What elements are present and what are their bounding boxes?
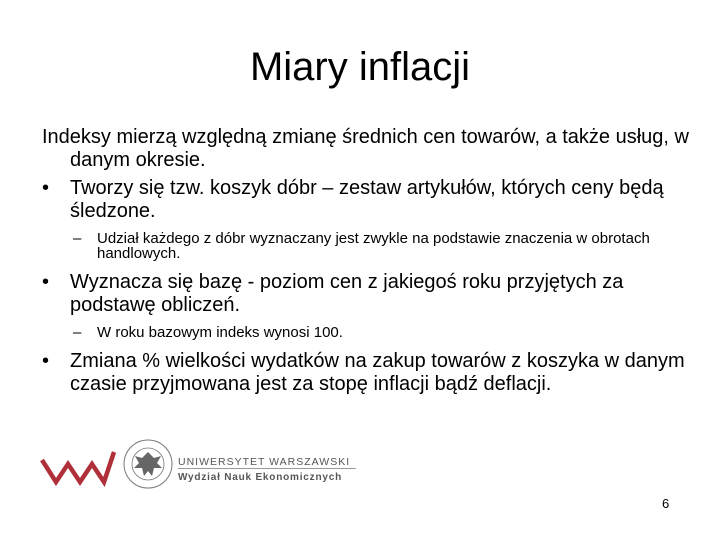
bullet-text: Wyznacza się bazę - poziom cen z jakiegoś roku przyjętych za podstawę obliczeń. [70, 271, 624, 316]
bullet-item [42, 271, 692, 317]
sub-bullet-item [42, 325, 692, 340]
bullet-item [42, 177, 692, 223]
bullet-text: Tworzy się tzw. koszyk dóbr – zestaw artykułów, których ceny będą śledzone. [70, 177, 664, 222]
university-name: UNIWERSYTET WARSZAWSKI [178, 456, 351, 468]
bullet-icon: • [42, 177, 50, 199]
department-name: Wydział Nauk Ekonomicznych [178, 472, 342, 483]
university-logo [38, 438, 368, 496]
page-number: 6 [662, 496, 670, 511]
logo-mark-icon [38, 438, 178, 496]
intro-paragraph: Indeksy mierzą względną zmianę średnich cen towarów, a także usług, w danym okresie. [42, 126, 689, 171]
sub-bullet-text: Udział każdego z dóbr wyznaczany jest zwykle na podstawie znaczenia w obrotach handlowych. [97, 230, 650, 262]
bullet-icon: • [42, 271, 50, 293]
dash-icon: – [73, 230, 82, 247]
bullet-icon: • [42, 350, 50, 372]
bullet-item [42, 350, 692, 396]
sub-bullet-item [42, 231, 692, 261]
bullet-text: Zmiana % wielkości wydatków na zakup towarów z koszyka w danym czasie przyjmowana jest za stopę inflacji bądź deflacji. [70, 350, 685, 395]
logo-divider [178, 468, 356, 469]
slide-title: Miary inflacji [249, 45, 471, 89]
sub-bullet-text: W roku bazowym indeks wynosi 100. [97, 324, 343, 341]
dash-icon: – [73, 324, 82, 341]
slide-body [42, 126, 692, 401]
